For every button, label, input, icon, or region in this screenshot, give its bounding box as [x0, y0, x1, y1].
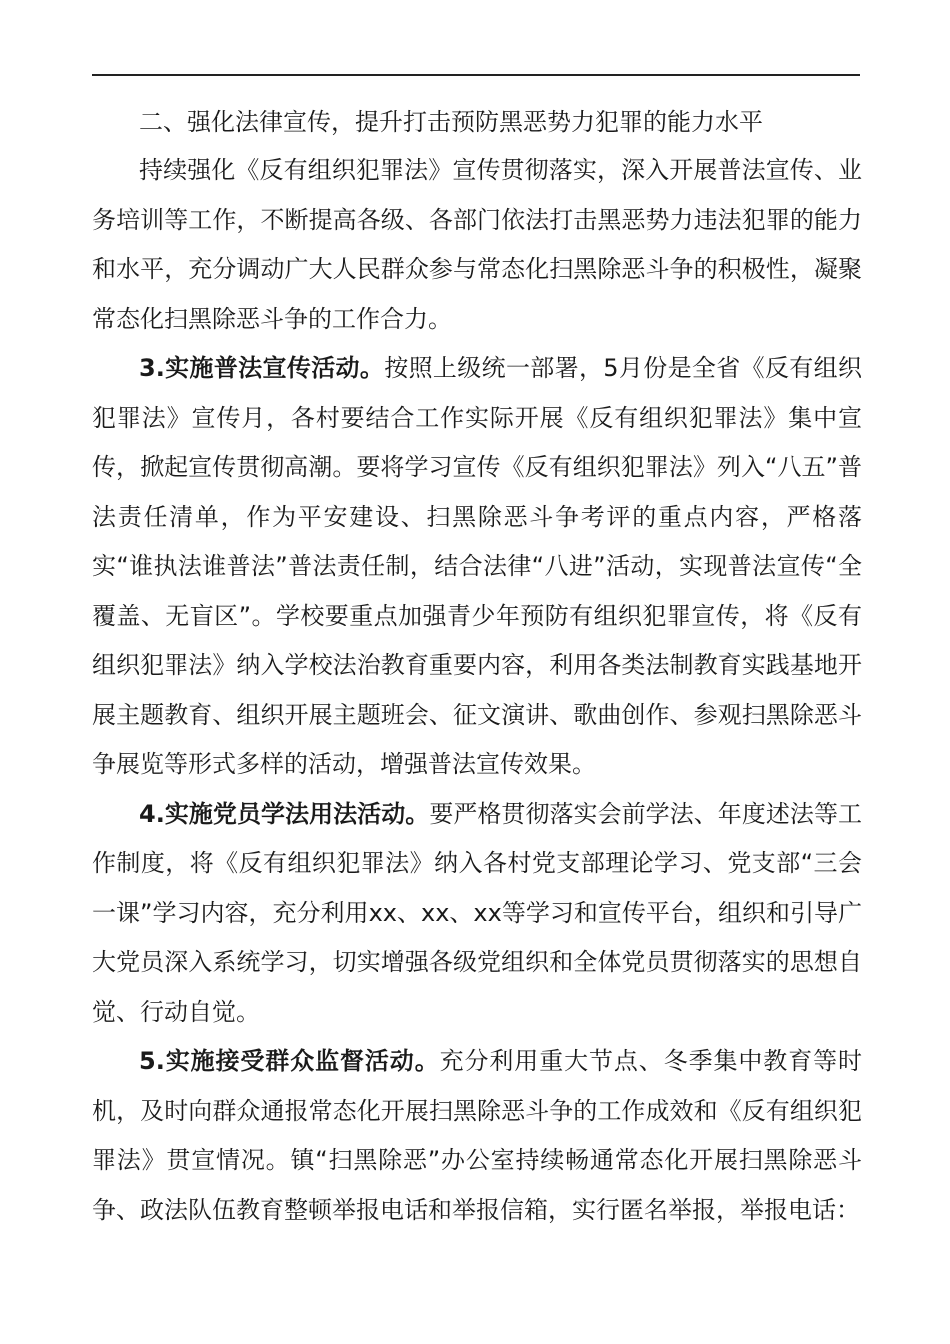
item-lead-4: 4.实施党员学法用法活动。: [139, 799, 430, 828]
item-body-3: 按照上级统一部署，5月份是全省《反有组织犯罪法》宣传月，各村要结合工作实际开展《反有组织犯罪法》集中宣传，掀起宣传贯彻高潮。要将学习宣传《反有组织犯罪法》列入“八五”普法责任清单，作为平安建设、扫黑除恶斗争考评的重点内容，严格落实“谁执法谁普法”普法责任制，结合法律“八进”活动，实现普法宣传“全覆盖、无盲区”。学校要重点加强青少年预防有组织犯罪宣传，将《反有组织犯罪法》纳入学校法治教育重要内容，利用各类法制教育实践基地开展主题教育、组织开展主题班会、征文演讲、歌曲创作、参观扫黑除恶斗争展览等形式多样的活动，增强普法宣传效果。: [92, 354, 862, 778]
item-paragraph-4: [92, 790, 862, 1038]
item-paragraph-5: [92, 1037, 862, 1235]
item-lead-3: 3.实施普法宣传活动。: [139, 354, 385, 382]
item-body-5: 充分利用重大节点、冬季集中教育等时机，及时向群众通报常态化开展扫黑除恶斗争的工作成效和《反有组织犯罪法》贯宣情况。镇“扫黑除恶”办公室持续畅通常态化开展扫黑除恶斗争、政法队伍教育整顿举报电话和举报信箱，实行匿名举报，举报电话：: [92, 1047, 862, 1224]
header-rule: [92, 74, 860, 76]
item-paragraph-3: [92, 344, 862, 790]
item-body-4: 要严格贯彻落实会前学法、年度述法等工作制度，将《反有组织犯罪法》纳入各村党支部理论学习、党支部“三会一课”学习内容，充分利用xx、xx、xx等学习和宣传平台，组织和引导广大党员深入系统学习，切实增强各级党组织和全体党员贯彻落实的思想自觉、行动自觉。: [92, 799, 862, 1026]
section-heading: 二、强化法律宣传，提升打击预防黑恶势力犯罪的能力水平: [139, 108, 763, 136]
intro-paragraph: 持续强化《反有组织犯罪法》宣传贯彻落实，深入开展普法宣传、业务培训等工作，不断提高各级、各部门依法打击黑恶势力违法犯罪的能力和水平，充分调动广大人民群众参与常态化扫黑除恶斗争的积极性，凝聚常态化扫黑除恶斗争的工作合力。: [92, 156, 862, 333]
item-lead-5: 5.实施接受群众监督活动。: [139, 1047, 440, 1075]
document-body: [92, 98, 862, 1235]
